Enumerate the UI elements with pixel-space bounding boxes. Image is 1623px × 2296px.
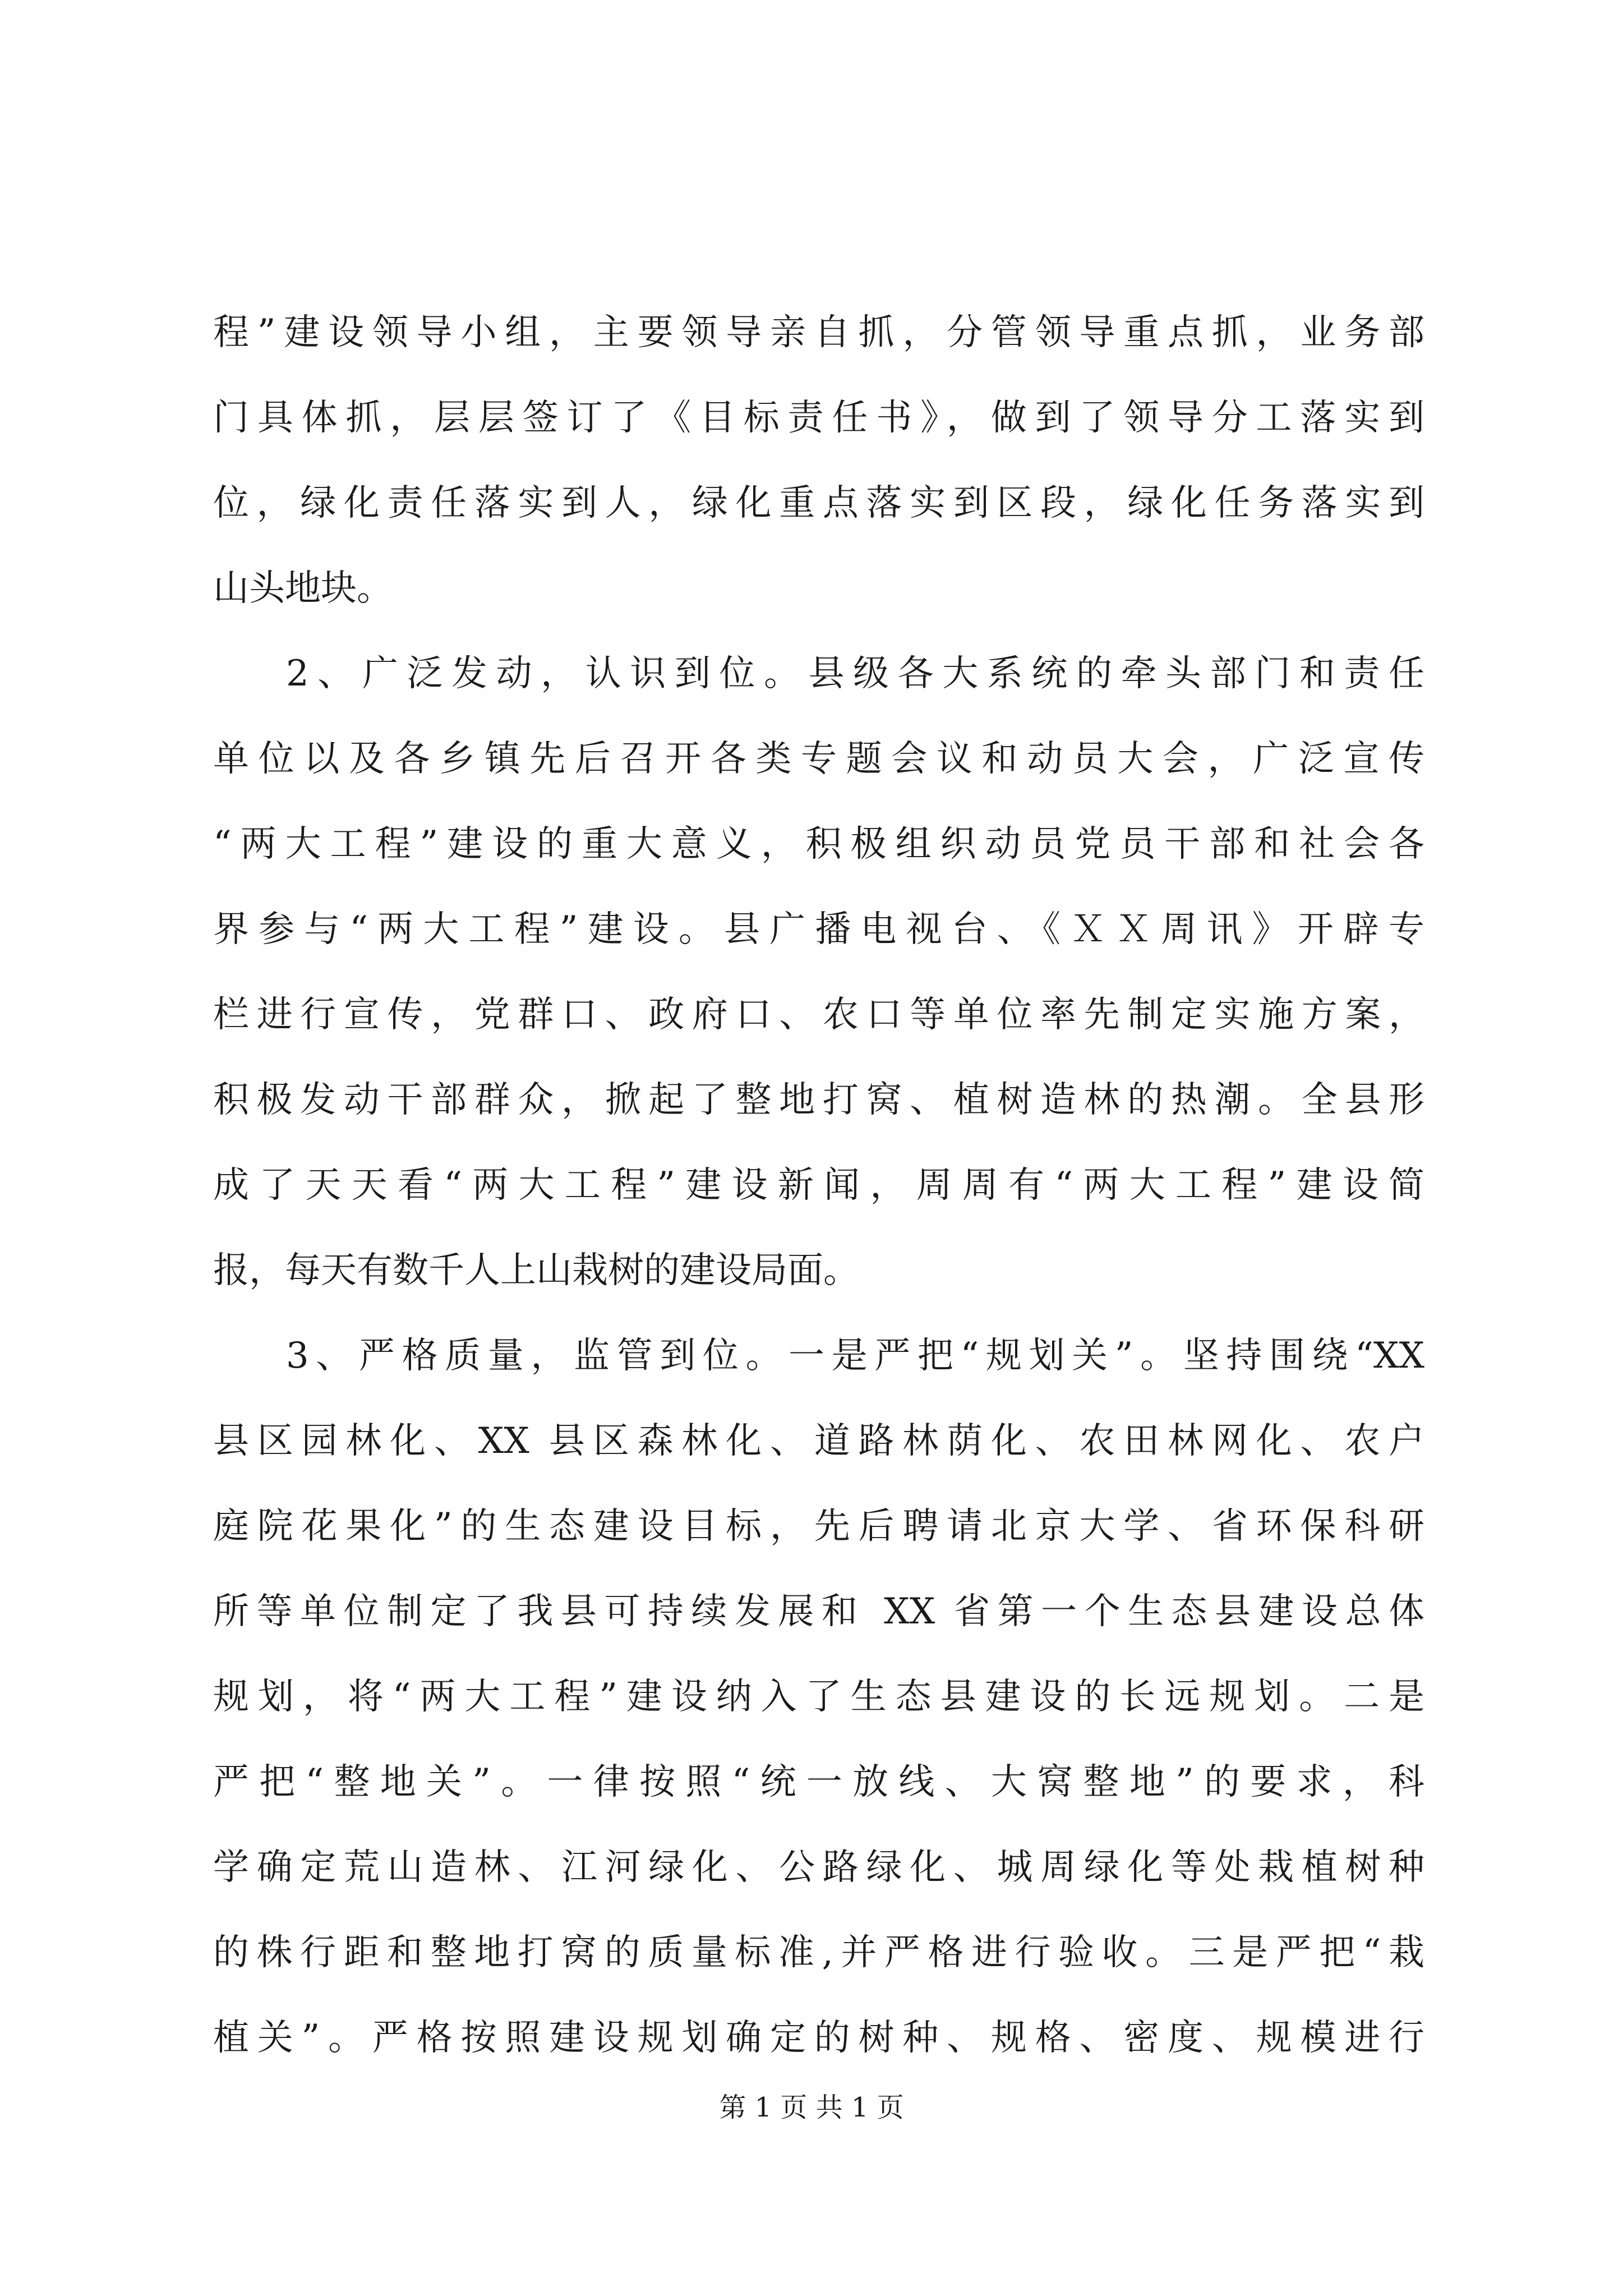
text-line: 县区园林化、XX 县区森林化、道路林荫化、农田林网化、农户 [213,1420,1424,1462]
page-number-footer: 第 1 页 共 1 页 [719,2092,904,2123]
text-line: 严把“整地关”。一律按照“统一放线、大窝整地”的要求，科 [213,1761,1424,1803]
text-line: 规划，将“两大工程”建设纳入了生态县建设的长远规划。二是 [213,1676,1424,1718]
text-line: 单位以及各乡镇先后召开各类专题会议和动员大会，广泛宣传 [213,738,1424,780]
text-line: 的株行距和整地打窝的质量标准,并严格进行验收。三是严把“栽 [213,1932,1424,1973]
text-line: 植关”。严格按照建设规划确定的树种、规格、密度、规模进行 [213,2017,1424,2059]
text-line: 报，每天有数千人上山栽树的建设局面。 [213,1250,859,1291]
text-line: 成了天天看“两大工程”建设新闻，周周有“两大工程”建设简 [213,1165,1424,1206]
text-line: 栏进行宣传，党群口、政府口、农口等单位率先制定实施方案， [213,994,1424,1036]
text-line: 积极发动干部群众，掀起了整地打窝、植树造林的热潮。全县形 [213,1079,1424,1121]
text-line: 学确定荒山造林、江河绿化、公路绿化、城周绿化等处栽植树种 [213,1847,1424,1888]
text-line: 程”建设领导小组，主要领导亲自抓，分管领导重点抓，业务部 [213,312,1424,353]
text-line: 门具体抓，层层签订了《目标责任书》，做到了领导分工落实到 [213,397,1424,439]
text-line: “两大工程”建设的重大意义，积极组织动员党员干部和社会各 [213,823,1424,865]
paragraph-first-line: 2、广泛发动，认识到位。县级各大系统的牵头部门和责任 [286,653,1424,694]
text-line: 山头地块。 [213,568,393,609]
paragraph-first-line: 3、严格质量，监管到位。一是严把“规划关”。坚持围绕“XX [286,1335,1424,1377]
text-line: 所等单位制定了我县可持续发展和 XX 省第一个生态县建设总体 [213,1591,1424,1632]
text-line: 界参与“两大工程”建设。县广播电视台、《ＸＸ周讯》开辟专 [213,909,1424,950]
text-line: 位，绿化责任落实到人，绿化重点落实到区段，绿化任务落实到 [213,482,1424,524]
text-line: 庭院花果化”的生态建设目标，先后聘请北京大学、省环保科研 [213,1506,1424,1547]
